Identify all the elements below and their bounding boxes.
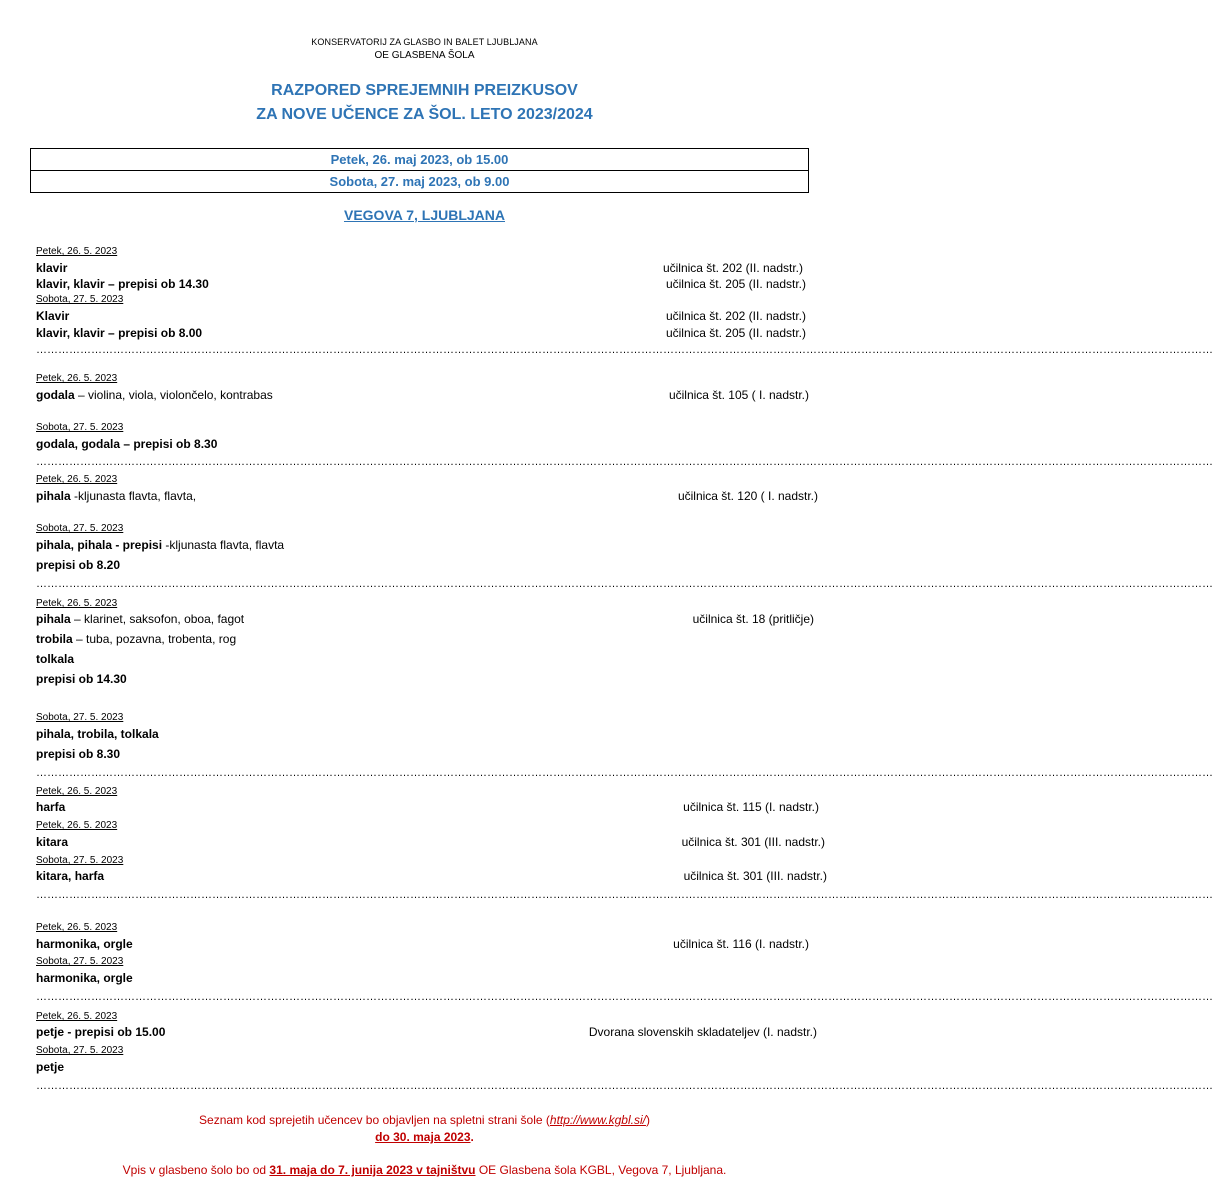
subject-line: klavir, klavir – prepisi ob 14.30: [36, 277, 209, 291]
date-label: Petek, 26. 5. 2023: [36, 820, 118, 831]
date-label: Sobota, 27. 5. 2023: [36, 855, 124, 866]
room-label: učilnica št. 202 (II. nadstr.): [665, 309, 806, 323]
enrolment-period: 31. maja do 7. junija 2023 v tajništvu: [269, 1163, 476, 1177]
page-title-line1: RAZPORED SPREJEMNIH PREIZKUSOV: [271, 82, 578, 99]
location-heading: [0, 207, 849, 223]
room-label: Dvorana slovenskih skladateljev (I. nadstr.): [588, 1025, 817, 1039]
subject-line: petje - prepisi ob 15.00: [36, 1025, 166, 1039]
subject-line: [36, 388, 273, 402]
enrolment-place: OE Glasbena šola KGBL, Vegova 7, Ljubljana.: [475, 1163, 727, 1177]
separator-dots: ……………………………………………………………………………………………………………………………………………………………………………………………………………………………………………………………………………………………: [36, 344, 1213, 356]
results-notice: [0, 1113, 849, 1127]
subject-line: Klavir: [36, 309, 70, 323]
date-label: Sobota, 27. 5. 2023: [36, 1045, 124, 1056]
subject-detail: -kljunasta flavta, flavta: [162, 538, 285, 552]
separator-dots: ……………………………………………………………………………………………………………………………………………………………………………………………………………………………………………………………………………………………: [36, 991, 1213, 1003]
subject-line: kitara: [36, 835, 69, 849]
date-label: Petek, 26. 5. 2023: [36, 598, 118, 609]
room-label: učilnica št. 115 (I. nadstr.): [683, 800, 819, 814]
subject-line: godala, godala – prepisi ob 8.30: [36, 437, 218, 451]
subject-line: prepisi ob 8.30: [36, 747, 121, 761]
date-label: Sobota, 27. 5. 2023: [36, 422, 124, 433]
subject-line: prepisi ob 14.30: [36, 672, 127, 686]
separator-dots: ……………………………………………………………………………………………………………………………………………………………………………………………………………………………………………………………………………………………: [36, 767, 1213, 779]
subject-name: pihala, pihala - prepisi: [36, 538, 163, 552]
room-label: učilnica št. 105 ( I. nadstr.): [668, 388, 809, 402]
subject-line: klavir: [36, 261, 68, 275]
exam-date-friday: Petek, 26. maj 2023, ob 15.00: [330, 152, 509, 167]
subject-line: [36, 538, 284, 552]
room-label: učilnica št. 116 (I. nadstr.): [673, 937, 809, 951]
room-label: učilnica št. 18 (pritličje): [692, 612, 814, 626]
subject-line: [36, 612, 244, 626]
room-label: učilnica št. 205 (II. nadstr.): [665, 326, 806, 340]
results-deadline-period: .: [470, 1130, 474, 1144]
date-label: Petek, 26. 5. 2023: [36, 786, 118, 797]
subject-line: klavir, klavir – prepisi ob 8.00: [36, 326, 203, 340]
subject-name: godala: [36, 388, 75, 402]
subject-detail: – violina, viola, violončelo, kontrabas: [74, 388, 273, 402]
school-website-link[interactable]: http://www.kgbl.si/: [549, 1113, 646, 1127]
date-label: Petek, 26. 5. 2023: [36, 922, 118, 933]
institution-unit: OE GLASBENA ŠOLA: [374, 50, 475, 61]
subject-line: kitara, harfa: [36, 869, 105, 883]
date-label: Sobota, 27. 5. 2023: [36, 523, 124, 534]
subject-line: prepisi ob 8.20: [36, 558, 121, 572]
date-label: Petek, 26. 5. 2023: [36, 1011, 118, 1022]
page-title-line2: ZA NOVE UČENCE ZA ŠOL. LETO 2023/2024: [256, 106, 593, 123]
location-text: VEGOVA 7, LJUBLJANA: [343, 207, 506, 223]
subject-line: [36, 489, 196, 503]
results-notice-text: Seznam kod sprejetih učencev bo objavljen na spletni strani šole (: [199, 1113, 550, 1127]
date-label: Sobota, 27. 5. 2023: [36, 294, 124, 305]
subject-detail: – klarinet, saksofon, oboa, fagot: [70, 612, 245, 626]
exam-dates-box: [30, 148, 809, 193]
subject-line: tolkala: [36, 652, 75, 666]
subject-line: harfa: [36, 800, 66, 814]
subject-line: [36, 632, 236, 646]
institution-name: KONSERVATORIJ ZA GLASBO IN BALET LJUBLJANA: [311, 37, 538, 47]
room-label: učilnica št. 301 (III. nadstr.): [683, 869, 827, 883]
separator-dots: ……………………………………………………………………………………………………………………………………………………………………………………………………………………………………………………………………………………………: [36, 889, 1213, 901]
results-deadline-date: do 30. maja 2023: [375, 1130, 471, 1144]
separator-dots: ……………………………………………………………………………………………………………………………………………………………………………………………………………………………………………………………………………………………: [36, 456, 1213, 468]
date-label: Sobota, 27. 5. 2023: [36, 956, 124, 967]
separator-dots: ……………………………………………………………………………………………………………………………………………………………………………………………………………………………………………………………………………………………: [36, 578, 1213, 590]
enrolment-intro: Vpis v glasbeno šolo bo od: [122, 1163, 270, 1177]
results-notice-close: ): [645, 1113, 650, 1127]
subject-name: pihala: [36, 612, 71, 626]
room-label: učilnica št. 202 (II. nadstr.): [662, 261, 803, 275]
subject-detail: -kljunasta flavta, flavta,: [70, 489, 197, 503]
exam-date-saturday: Sobota, 27. maj 2023, ob 9.00: [31, 170, 808, 192]
room-label: učilnica št. 120 ( I. nadstr.): [677, 489, 818, 503]
separator-dots: ……………………………………………………………………………………………………………………………………………………………………………………………………………………………………………………………………………………………: [36, 1080, 1213, 1092]
subject-line: harmonika, orgle: [36, 937, 133, 951]
subject-line: harmonika, orgle: [36, 971, 133, 985]
enrolment-notice: [0, 1163, 849, 1177]
room-label: učilnica št. 301 (III. nadstr.): [681, 835, 825, 849]
results-deadline: [0, 1130, 849, 1144]
subject-detail: – tuba, pozavna, trobenta, rog: [72, 632, 237, 646]
date-label: Petek, 26. 5. 2023: [36, 474, 118, 485]
date-label: Sobota, 27. 5. 2023: [36, 712, 124, 723]
subject-name: pihala: [36, 489, 71, 503]
date-label: Petek, 26. 5. 2023: [36, 246, 118, 257]
subject-line: petje: [36, 1060, 65, 1074]
subject-name: trobila: [36, 632, 73, 646]
subject-line: pihala, trobila, tolkala: [36, 727, 159, 741]
date-label: Petek, 26. 5. 2023: [36, 373, 118, 384]
room-label: učilnica št. 205 (II. nadstr.): [665, 277, 806, 291]
